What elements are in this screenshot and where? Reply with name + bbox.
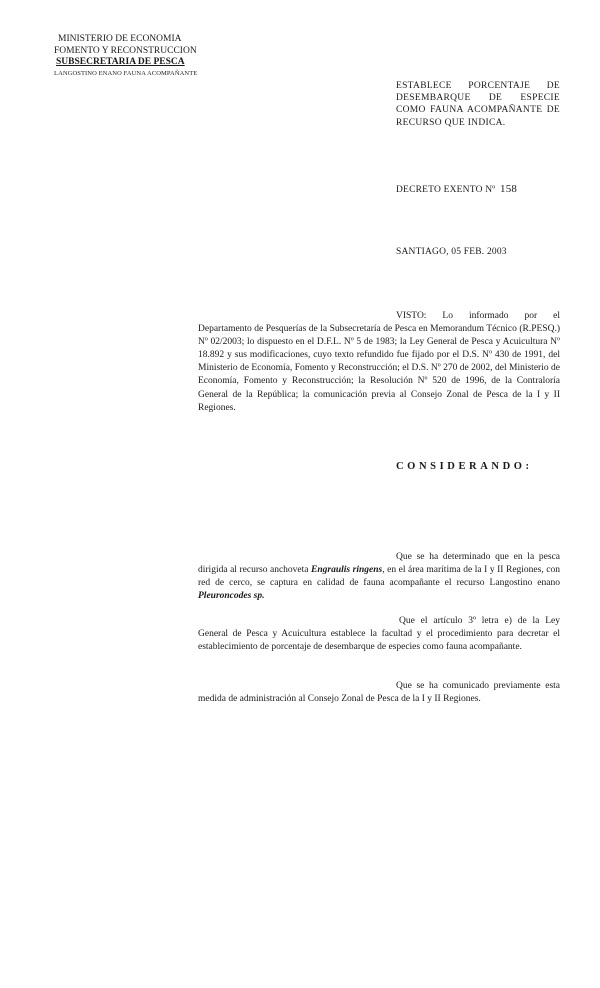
decree-number: 158 [500, 183, 518, 195]
species-name-langostino: Pleuroncodes sp. [198, 591, 265, 602]
ministry-subname: FOMENTO Y RECONSTRUCCION [54, 45, 197, 56]
species-name-anchoveta: Engraulis ringens [311, 565, 383, 576]
document-reference: LANGOSTINO ENANO FAUNA ACOMPAÑANTE [54, 69, 198, 77]
considerando-heading: CONSIDERANDO: [396, 461, 533, 472]
visto-paragraph [198, 310, 560, 415]
decree-label: DECRETO EXENTO Nº [396, 185, 496, 195]
considerando-paragraph-1 [198, 551, 560, 603]
considerando-paragraph-3 [198, 680, 560, 706]
subsecretariat-name: SUBSECRETARIA DE PESCA [56, 57, 185, 67]
decree-number-line [396, 183, 517, 195]
considerando-paragraph-2 [198, 615, 560, 654]
ministry-name: MINISTERIO DE ECONOMIA [58, 34, 182, 44]
letterhead [54, 34, 197, 78]
p2-text: Que el artículo 3º letra e) de la Ley General de Pesca y Acuicultura establece la facultad y el procedimiento para decretar el establecimiento de porcentaje de desembarque de especies como fauna acompañante. [198, 616, 560, 653]
p1-text-b: , en el área marítima de la I y II Regiones, con red de cerco, se captura en calidad de fauna acompañante el recurso Langostino enano [198, 565, 560, 589]
p1-text-a: Que se ha determinado que en la pesca dirigida al recurso anchoveta [198, 552, 560, 576]
visto-lead: VISTO: [396, 311, 427, 321]
decree-title: ESTABLECE PORCENTAJE DE DESEMBARQUE DE ESPECIE COMO FAUNA ACOMPAÑANTE DE RECURSO QUE INDICA. [396, 81, 560, 128]
p3-text: Que se ha comunicado previamente esta medida de administración al Consejo Zonal de Pesca de la I y II Regiones. [198, 681, 560, 705]
visto-text: Lo informado por el Departamento de Pesquerías de la Subsecretaría de Pesca en Memorandum Técnico (R.PESQ.) Nº 02/2003; lo dispuesto en el D.F.L. Nº 5 de 1983; la Ley General de Pesca y Acuicultura Nº 18.892 y sus modificaciones, cuyo texto refundido fue fijado por el D.S. Nº 430 de 1991, del Ministerio de Economía, Fomento y Reconstrucción; el D.S. Nº 270 de 2002, del Ministerio de Economía, Fomento y Reconstrucción; la Resolución Nº 520 de 1996, de la Contraloría General de la República; la comunicación previa al Consejo Zonal de Pesca de la I y II Regiones. [198, 311, 560, 413]
place-date: SANTIAGO, 05 FEB. 2003 [396, 247, 507, 257]
